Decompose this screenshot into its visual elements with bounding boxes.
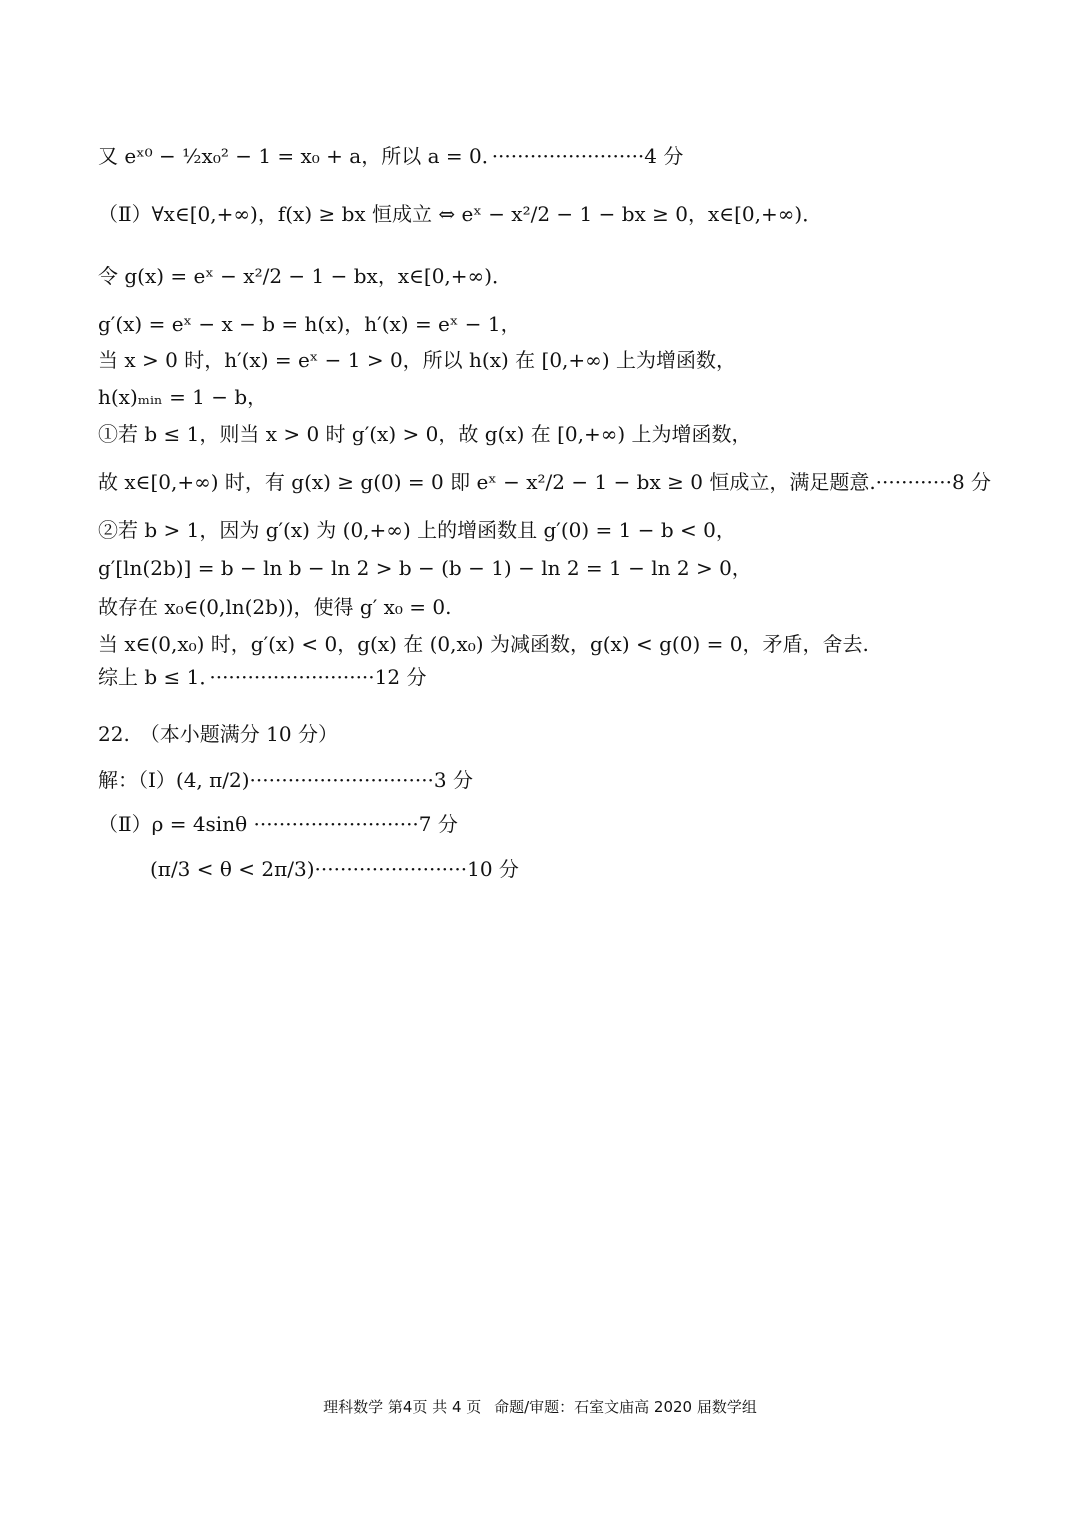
solution-line-13: 综上 b ≤ 1．··························12 分	[98, 665, 427, 689]
solution-line-4: g′(x) = eˣ − x − b = h(x)，h′(x) = eˣ − 1，	[98, 312, 521, 336]
solution-line-5: 当 x > 0 时，h′(x) = eˣ − 1 > 0，所以 h(x) 在 [0,+∞) 上为增函数，	[98, 348, 736, 372]
solution-line-8: 故 x∈[0,+∞) 时，有 g(x) ≥ g(0) = 0 即 eˣ − x²/2 − 1 − bx ≥ 0 恒成立，满足题意.············8 分	[98, 470, 992, 494]
solution-line-11: 故存在 x₀∈(0,ln(2b))，使得 g′ x₀ = 0.	[98, 595, 452, 619]
page-footer	[0, 1396, 1080, 1417]
solution-line-3: 令 g(x) = eˣ − x²/2 − 1 − bx，x∈[0,+∞)．	[98, 264, 513, 288]
problem-22-part-3: (π/3 < θ < 2π/3)························10 分	[150, 857, 519, 881]
solution-line-2: （Ⅱ）∀x∈[0,+∞)，f(x) ≥ bx 恒成立 ⇔ eˣ − x²/2 − 1 − bx ≥ 0，x∈[0,+∞)．	[98, 202, 823, 226]
problem-22-part-2: （Ⅱ）ρ = 4sinθ ··························7 分	[98, 812, 458, 836]
solution-line-1: 又 eˣ⁰ − ½x₀² − 1 = x₀ + a，所以 a = 0．························4 分	[98, 144, 684, 168]
solution-line-12: 当 x∈(0,x₀) 时，g′(x) < 0，g(x) 在 (0,x₀) 为减函数，g(x) < g(0) = 0，矛盾，舍去.	[98, 632, 869, 656]
solution-line-7: ①若 b ≤ 1，则当 x > 0 时 g′(x) > 0，故 g(x) 在 [0,+∞) 上为增函数，	[98, 422, 752, 446]
solution-line-6: h(x)ₘᵢₙ = 1 − b，	[98, 385, 268, 409]
solution-line-10: g′[ln(2b)] = b − ln b − ln 2 > b − (b − 1) − ln 2 = 1 − ln 2 > 0，	[98, 556, 752, 580]
problem-22-part-1: 解：（Ⅰ）(4, π/2)·····························3 分	[98, 768, 473, 792]
footer-credits: 命题/审题：石室文庙高 2020 届数学组	[494, 1398, 757, 1416]
problem-22-heading: 22. （本小题满分 10 分）	[98, 722, 338, 746]
solution-line-9: ②若 b > 1，因为 g′(x) 为 (0,+∞) 上的增函数且 g′(0) = 1 − b < 0，	[98, 518, 736, 542]
footer-page-info: 理科数学 第4页 共 4 页	[323, 1398, 482, 1416]
